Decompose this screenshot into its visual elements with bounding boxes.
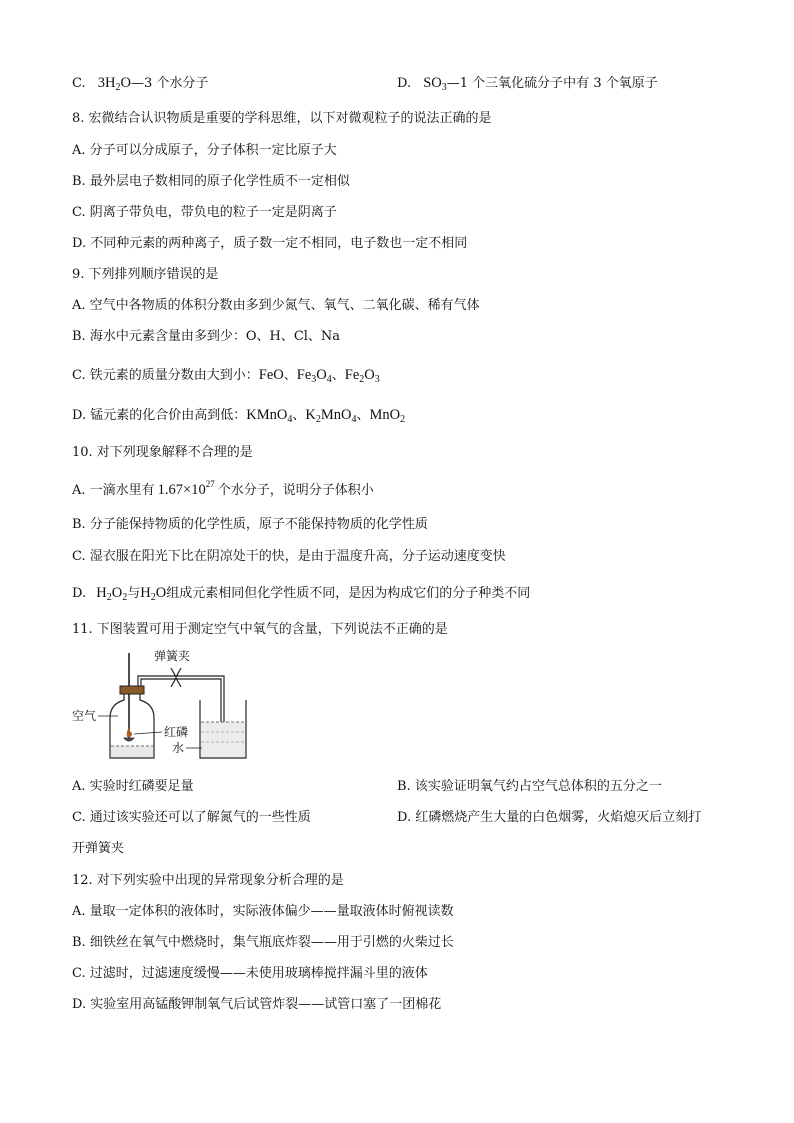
q7-option-d: D. $SO_3—1$ 个三氧化硫分子中有 3 个氧原子 <box>397 75 658 93</box>
q12-option-b: B. 细铁丝在氧气中燃烧时，集气瓶底炸裂——用于引燃的火柴过长 <box>72 935 454 950</box>
q9-d-formulas: KMnO$_4$ <box>246 407 293 425</box>
q8-stem: 8. 宏微结合认识物质是重要的学科思维，以下对微观粒子的说法正确的是 <box>72 111 492 126</box>
q9-option-b: B. 海水中元素含量由多到少：O、H、Cl、Na <box>72 329 341 344</box>
flame-icon <box>127 728 132 737</box>
q12-option-d: D. 实验室用高锰酸钾制氧气后试管炸裂——试管口塞了一团棉花 <box>72 997 442 1012</box>
q8-option-a: A. 分子可以分成原子，分子体积一定比原子大 <box>72 143 337 158</box>
q7-c-formula: $3H_2O$ <box>97 75 131 93</box>
q11-option-b: B. 该实验证明氧气约占空气总体积的五分之一 <box>397 779 662 794</box>
q10-d-formula-1: $H_2O_2$ <box>96 585 128 603</box>
q9-option-d: D. 锰元素的化合价由高到低：KMnO$_4$、$K_2MnO_4$、MnO$_2$ <box>72 407 406 425</box>
oxygen-measurement-apparatus-figure <box>72 648 262 766</box>
q9-option-c: C. 铁元素的质量分数由大到小：FeO、$Fe_3O_4$、$Fe_2O_3$ <box>72 367 380 385</box>
q11-option-d-continued: 开弹簧夹 <box>72 841 125 856</box>
spring-clamp-icon <box>171 668 181 687</box>
q11-option-d: D. 红磷燃烧产生大量的白色烟雾，火焰熄灭后立刻打 <box>397 810 702 825</box>
q10-d-formula-2: $H_2O$ <box>140 585 167 603</box>
air-label: 空气 <box>72 709 97 723</box>
q11-option-a: A. 实验时红磷要足量 <box>72 779 194 794</box>
beaker-water <box>201 722 245 757</box>
q11-option-c: C. 通过该实验还可以了解氮气的一些性质 <box>72 810 311 825</box>
q12-option-a: A. 量取一定体积的液体时，实际液体偏少——量取液体时俯视读数 <box>72 904 454 919</box>
q7-option-c: C. $3H_2O—3$ 个水分子 <box>72 75 209 93</box>
q8-option-c: C. 阴离子带负电，带负电的粒子一定是阴离子 <box>72 205 337 220</box>
q8-option-b: B. 最外层电子数相同的原子化学性质不一定相似 <box>72 174 350 189</box>
q12-stem: 12. 对下列实验中出现的异常现象分析合理的是 <box>72 873 344 888</box>
water-label: 水 <box>172 741 185 755</box>
q10-a-number: $1.67\times 10^{27}$ <box>157 479 215 498</box>
red-phosphorus-label: 红磷 <box>164 725 189 739</box>
bottle-water <box>111 746 153 757</box>
q9-stem: 9. 下列排列顺序错误的是 <box>72 267 219 282</box>
q11-stem: 11. 下图装置可用于测定空气中氧气的含量，下列说法不正确的是 <box>72 622 448 637</box>
q9-c-formulas: FeO <box>258 367 284 383</box>
q10-option-b: B. 分子能保持物质的化学性质，原子不能保持物质的化学性质 <box>72 517 428 532</box>
combustion-spoon <box>124 738 134 741</box>
q10-stem: 10. 对下列现象解释不合理的是 <box>72 445 253 460</box>
clamp-label: 弹簧夹 <box>154 649 191 663</box>
q8-option-d: D. 不同种元素的两种离子，质子数一定不相同，电子数也一定不相同 <box>72 236 468 251</box>
q10-option-a: A. 一滴水里有 $1.67\times 10^{27}$ 个水分子，说明分子体积小 <box>72 479 374 498</box>
q12-option-c: C. 过滤时，过滤速度缓慢——未使用玻璃棒搅拌漏斗里的液体 <box>72 966 428 981</box>
q10-option-c: C. 湿衣服在阳光下比在阴凉处干的快，是由于温度升高，分子运动速度变快 <box>72 549 506 564</box>
q7-d-formula: $SO_3$ <box>423 75 447 93</box>
q10-option-d: D. $H_2O_2$与$H_2O$组成元素相同但化学性质不同，是因为构成它们的分子种类不同 <box>72 585 531 603</box>
bottle-stopper <box>120 686 144 694</box>
q9-option-a: A. 空气中各物质的体积分数由多到少氮气、氧气、二氧化碳、稀有气体 <box>72 298 480 313</box>
